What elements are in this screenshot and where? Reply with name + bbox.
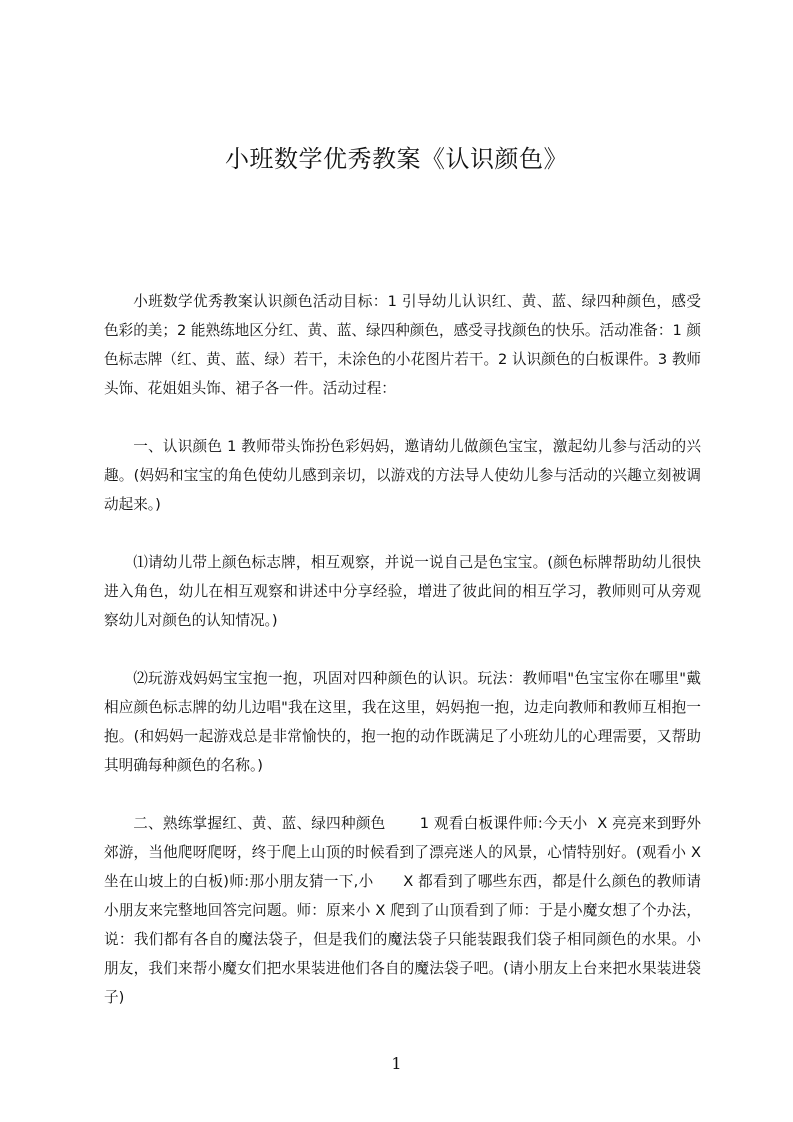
paragraph-section-one: 一、认识颜色 1 教师带头饰扮色彩妈妈，邀请幼儿做颜色宝宝，激起幼儿参与活动的兴趣。(妈妈和宝宝的角色使幼儿感到亲切，以游戏的方法导人使幼儿参与活动的兴趣立刻被调动起来。): [104, 438, 701, 513]
paragraph-section-two: 二、熟练掌握红、黄、蓝、绿四种颜色 1 观看白板课件师:今天小 X 亮亮来到野外郊游，当他爬呀爬呀，终于爬上山顶的时候看到了漂亮迷人的风景，心情特别好。(观看小 X 坐在山坡上的白板)师:那小朋友猜一下,小 X 都看到了哪些东西，都是什么颜色的教师请小朋友来完整地回答完问题。师：原来小 X 爬到了山顶看到了师：于是小魔女想了个办法，说：我们都有各自的魔法袋子，但是我们的魔法袋子只能装跟我们袋子相同颜色的水果。小朋友，我们来帮小魔女们把水果装进他们各自的魔法袋子吧。(请小朋友上台来把水果装进袋子): [104, 815, 706, 1006]
paragraph-step-one: ⑴请幼儿带上颜色标志牌，相互观察，并说一说自己是色宝宝。(颜色标牌帮助幼儿很快进入角色，幼儿在相互观察和讲述中分享经验，增进了彼此间的相互学习，教师则可从旁观察幼儿对颜色的认知情况。): [104, 554, 701, 629]
document-body: [104, 287, 706, 1012]
paragraph-objectives: 小班数学优秀教案认识颜色活动目标：1 引导幼儿认识红、黄、蓝、绿四种颜色，感受色彩的美；2 能熟练地区分红、黄、蓝、绿四种颜色，感受寻找颜色的快乐。活动准备：1 颜色标志牌（红、黄、蓝、绿）若干，未涂色的小花图片若干。2 认识颜色的白板课件。3 教师头饰、花姐姐头饰、裙子各一件。活动过程：: [104, 293, 702, 397]
page-number: 1: [391, 1054, 402, 1073]
document-title: 小班数学优秀教案《认识颜色》: [225, 145, 568, 173]
paragraph-step-two: ⑵玩游戏妈妈宝宝抱一抱，巩固对四种颜色的认识。玩法：教师唱"色宝宝你在哪里"戴相应颜色标志牌的幼儿边唱"我在这里，我在这里，妈妈抱一抱，边走向教师和教师互相抱一抱。(和妈妈一起游戏总是非常愉快的，抱一抱的动作既满足了小班幼儿的心理需要，又帮助其明确每种颜色的名称。): [104, 670, 701, 774]
